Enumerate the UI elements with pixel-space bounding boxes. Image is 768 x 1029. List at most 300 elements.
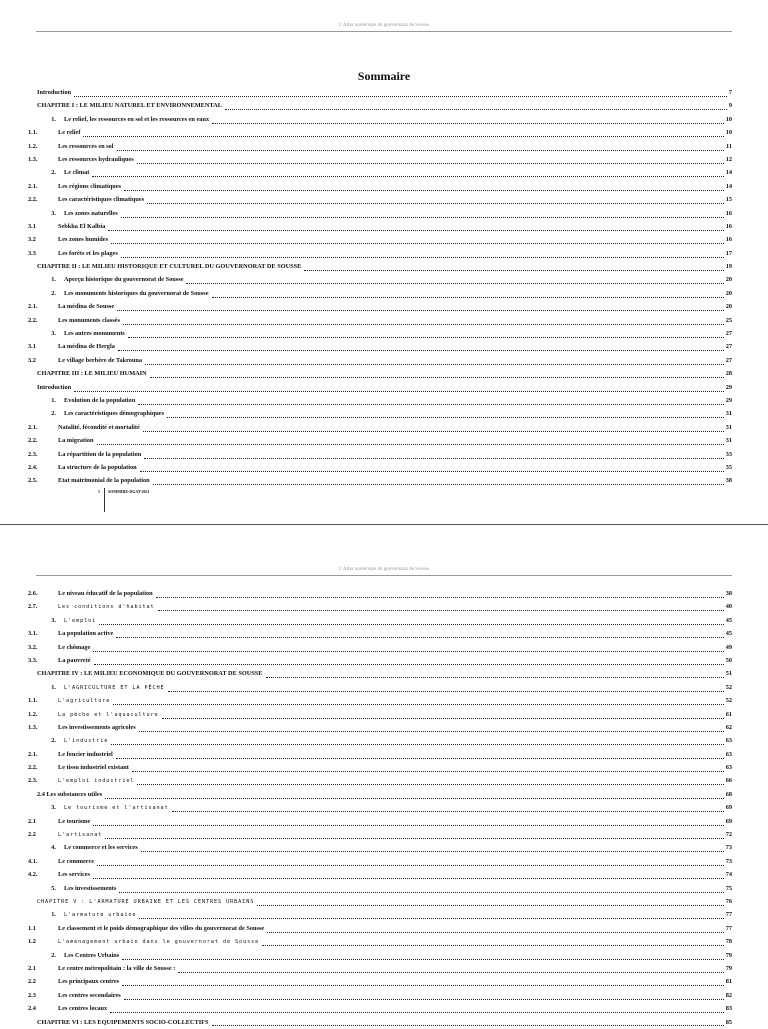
toc-entry-line: [64, 287, 732, 300]
toc-entry-number: 3.2: [28, 356, 36, 364]
toc-entry-page: 11: [726, 142, 732, 150]
toc-entry[interactable]: [0, 166, 768, 179]
toc-entry-line: [64, 841, 732, 854]
toc-entry-page: 45: [725, 616, 732, 624]
toc-entry-line: [37, 381, 732, 394]
toc-entry[interactable]: [0, 180, 768, 193]
toc-entry-page: 10: [725, 115, 732, 123]
toc-entry[interactable]: [0, 126, 768, 139]
toc-entry[interactable]: [0, 86, 768, 99]
toc-entry[interactable]: [0, 287, 768, 300]
toc-entry-number: 2.4: [28, 1005, 36, 1013]
toc-entry[interactable]: [0, 273, 768, 286]
toc-entry-number: 2.2: [28, 831, 36, 839]
toc-entry[interactable]: [0, 1002, 768, 1015]
toc-entry[interactable]: [0, 99, 768, 112]
toc-entry[interactable]: [0, 908, 768, 921]
toc-entry-line: [64, 949, 732, 962]
toc-entry-number: 1.2.: [28, 710, 38, 718]
toc-entry[interactable]: [0, 841, 768, 854]
toc-entry[interactable]: [0, 654, 768, 667]
toc-entry[interactable]: [0, 461, 768, 474]
toc-entry[interactable]: [0, 314, 768, 327]
toc-entry-page: 51: [725, 670, 732, 678]
toc-entry-label: CHAPITRE VI : LES EQUIPEMENTS SOCIO-COLLECTIFS: [37, 1016, 210, 1029]
toc-entry[interactable]: [0, 300, 768, 313]
toc-entry-label: Le classement et le poids démographique des villes du gouvernorat de Sousse: [58, 922, 265, 935]
toc-entry-label: La répartition de la population: [58, 448, 142, 461]
toc-entry-number: 2.2.: [28, 196, 38, 204]
toc-leader-dots: [143, 423, 724, 432]
toc-entry-number: 3.3: [28, 249, 36, 257]
toc-entry[interactable]: [0, 614, 768, 627]
toc-entry[interactable]: [0, 421, 768, 434]
toc-leader-dots: [147, 196, 724, 205]
toc-entry[interactable]: [0, 721, 768, 734]
toc-leader-dots: [212, 115, 724, 124]
toc-entry-number: 2.: [51, 289, 56, 297]
toc-leader-dots: [117, 142, 724, 151]
toc-entry-label: Les monuments classés: [58, 314, 121, 327]
toc-entry[interactable]: [0, 681, 768, 694]
toc-entry-number: 2.3.: [28, 777, 38, 785]
toc-leader-dots: [139, 911, 723, 920]
toc-entry-line: [58, 989, 732, 1002]
toc-entry-number: 2.1.: [28, 303, 38, 311]
toc-entry-label: 2.4 Les substances utiles: [37, 788, 103, 801]
toc-entry-label: Les monuments historiques du gouvernorat de Sousse: [64, 287, 210, 300]
toc-entry-page: 69: [725, 817, 732, 825]
toc-entry-page: 16: [725, 236, 732, 244]
toc-entry[interactable]: [0, 855, 768, 868]
toc-entry[interactable]: [0, 694, 768, 707]
toc-entry[interactable]: [0, 962, 768, 975]
toc-entry[interactable]: [0, 882, 768, 895]
toc-entry-number: 3.1.: [28, 630, 38, 638]
toc-entry-label: Les autres monuments: [64, 327, 126, 340]
table-of-contents: [0, 86, 768, 488]
toc-entry-line: [58, 300, 732, 313]
toc-entry-number: 2.3.: [28, 450, 38, 458]
toc-entry-line: [37, 1016, 732, 1029]
toc-leader-dots: [116, 750, 724, 759]
toc-entry-label: Introduction: [37, 86, 72, 99]
toc-entry-page: 38: [725, 477, 732, 485]
toc-entry-label: Les caractéristiques démographiques: [64, 407, 165, 420]
toc-entry-line: [58, 761, 732, 774]
toc-entry-page: 16: [725, 222, 732, 230]
toc-entry[interactable]: [0, 354, 768, 367]
toc-entry-line: [58, 708, 732, 721]
toc-entry-page: 73: [725, 844, 732, 852]
toc-entry-number: 4.1.: [28, 857, 38, 865]
toc-entry-line: [37, 667, 732, 680]
toc-entry-label: Le relief, les ressources en sol et les ressources en eaux: [64, 113, 210, 126]
toc-entry-page: 27: [725, 356, 732, 364]
toc-entry-line: [58, 641, 732, 654]
toc-entry-label: L'artisanat: [58, 829, 103, 841]
toc-leader-dots: [121, 249, 724, 258]
toc-entry-page: 27: [725, 343, 732, 351]
page-header: L'Atlas numérique du gouvernorat de Sousse: [36, 21, 732, 32]
toc-entry[interactable]: [0, 975, 768, 988]
toc-entry-page: 20: [725, 303, 732, 311]
toc-entry[interactable]: [0, 600, 768, 613]
toc-entry-number: 2.5.: [28, 477, 38, 485]
page-title: Sommaire: [357, 69, 411, 83]
toc-entry[interactable]: [0, 474, 768, 487]
toc-leader-dots: [105, 830, 723, 839]
toc-entry-label: Les centres secondaires: [58, 989, 122, 1002]
toc-entry-page: 33: [725, 450, 732, 458]
toc-entry[interactable]: [0, 748, 768, 761]
toc-entry-label: CHAPITRE V : L'ARMATURE URBAINE ET LES CENTRES URBAINS: [37, 896, 255, 908]
toc-entry-label: Sebkha El Kalbia: [58, 220, 106, 233]
toc-leader-dots: [262, 938, 724, 947]
toc-entry-line: [37, 895, 732, 908]
toc-entry[interactable]: [0, 989, 768, 1002]
document-page-2: [0, 560, 768, 1024]
toc-entry[interactable]: [0, 708, 768, 721]
toc-leader-dots: [92, 169, 723, 178]
toc-entry[interactable]: [0, 922, 768, 935]
toc-entry-line: [64, 207, 732, 220]
toc-entry[interactable]: [0, 935, 768, 948]
toc-entry-label: Aperçu historique du gouvernorat de Sousse: [64, 273, 184, 286]
toc-entry[interactable]: [0, 949, 768, 962]
toc-entry-page: 63: [725, 737, 732, 745]
toc-entry-label: Le tourisme et l'artisanat: [64, 802, 170, 814]
toc-entry-number: 3.: [51, 804, 56, 812]
toc-entry-page: 69: [725, 804, 732, 812]
toc-leader-dots: [122, 978, 724, 987]
toc-entry-page: 9: [728, 102, 732, 110]
toc-entry-page: 29: [725, 383, 732, 391]
toc-entry-label: Le commerce et les services: [64, 841, 139, 854]
toc-entry-line: [58, 180, 732, 193]
toc-entry-page: 81: [725, 978, 732, 986]
toc-entry[interactable]: [0, 761, 768, 774]
toc-leader-dots: [178, 964, 723, 973]
toc-leader-dots: [122, 951, 724, 960]
toc-leader-dots: [145, 356, 724, 365]
toc-entry-number: 2.6.: [28, 590, 38, 597]
toc-entry[interactable]: [0, 260, 768, 273]
toc-entry-label: La structure de la population: [58, 461, 138, 474]
toc-entry-label: L'AGRICULTURE ET LA PÊCHE: [64, 682, 166, 694]
toc-entry-line: [58, 627, 732, 640]
toc-entry-label: La médina de Sousse: [58, 300, 115, 313]
toc-entry-label: Le foncier industriel: [58, 748, 114, 761]
toc-entry-line: [58, 474, 732, 487]
toc-entry-page: 12: [725, 155, 732, 163]
toc-leader-dots: [83, 129, 723, 138]
toc-entry-page: 14: [725, 169, 732, 177]
toc-entry-number: 1.2: [28, 938, 36, 946]
toc-entry-page: 85: [725, 1018, 732, 1026]
toc-entry-number: 1.3.: [28, 155, 38, 163]
toc-entry-number: 5.: [51, 884, 56, 892]
toc-leader-dots: [141, 844, 724, 853]
toc-leader-dots: [117, 303, 724, 312]
toc-entry-label: Natalité, fécondité et mortalité: [58, 421, 141, 434]
page-gap: [0, 525, 768, 560]
toc-entry-line: [58, 1002, 732, 1015]
toc-entry-label: L'agriculture: [58, 695, 111, 707]
toc-entry-number: 3.: [51, 616, 56, 624]
toc-entry[interactable]: [0, 407, 768, 420]
toc-entry-line: [58, 922, 732, 935]
toc-leader-dots: [111, 236, 724, 245]
toc-entry[interactable]: [0, 327, 768, 340]
toc-entry[interactable]: [0, 815, 768, 828]
toc-entry-line: [64, 407, 732, 420]
toc-entry-line: [64, 681, 732, 694]
toc-entry-number: 2.: [51, 410, 56, 418]
toc-entry-line: [58, 461, 732, 474]
toc-entry-line: [58, 448, 732, 461]
toc-entry-line: [58, 774, 732, 787]
toc-entry-number: 2.2.: [28, 764, 38, 772]
toc-entry-line: [58, 421, 732, 434]
toc-entry-number: 1.1.: [28, 697, 38, 705]
toc-leader-dots: [304, 262, 723, 271]
toc-entry-page: 17: [725, 249, 732, 257]
toc-entry[interactable]: [0, 434, 768, 447]
toc-entry-line: [58, 153, 732, 166]
toc-entry-number: 2.4.: [28, 463, 38, 471]
toc-entry[interactable]: [0, 801, 768, 814]
toc-entry[interactable]: [0, 153, 768, 166]
toc-leader-dots: [158, 603, 724, 612]
toc-entry-number: 2.7.: [28, 603, 38, 611]
toc-entry-number: 1.1.: [28, 129, 38, 137]
toc-entry-label: Les régions climatiques: [58, 180, 122, 193]
toc-entry-page: 52: [725, 697, 732, 705]
toc-entry-label: Introduction: [37, 381, 72, 394]
toc-leader-dots: [212, 1018, 724, 1027]
toc-entry[interactable]: [0, 828, 768, 841]
toc-entry-label: Les caractéristiques climatiques: [58, 193, 145, 206]
toc-entry-page: 38: [725, 590, 732, 597]
toc-entry[interactable]: [0, 367, 768, 380]
toc-entry-number: 2.3: [28, 991, 36, 999]
toc-entry-page: 35: [725, 463, 732, 471]
toc-leader-dots: [93, 817, 723, 826]
toc-entry[interactable]: [0, 140, 768, 153]
toc-entry-label: Les ressources en sol: [58, 140, 115, 153]
toc-entry-page: 29: [725, 396, 732, 404]
toc-entry-line: [58, 828, 732, 841]
toc-entry-number: 3.: [51, 209, 56, 217]
toc-entry-number: 2.2.: [28, 316, 38, 324]
toc-entry[interactable]: [0, 220, 768, 233]
toc-entry[interactable]: [0, 113, 768, 126]
toc-entry[interactable]: [0, 734, 768, 747]
toc-leader-dots: [74, 383, 724, 392]
toc-entry-page: 31: [725, 410, 732, 418]
toc-entry-page: 49: [725, 643, 732, 651]
toc-entry-page: 15: [725, 196, 732, 204]
toc-leader-dots: [118, 343, 724, 352]
toc-entry-page: 76: [725, 897, 732, 905]
toc-entry-label: Les investissements: [64, 882, 117, 895]
toc-leader-dots: [97, 857, 724, 866]
toc-entry-line: [58, 193, 732, 206]
toc-entry-line: [64, 614, 732, 627]
toc-entry-line: [37, 260, 732, 273]
toc-entry-number: 2.: [51, 169, 56, 177]
toc-entry[interactable]: [0, 774, 768, 787]
toc-entry-number: 2.1: [28, 964, 36, 972]
toc-entry-line: [58, 233, 732, 246]
toc-entry-page: 31: [725, 437, 732, 445]
toc-entry-page: 10: [725, 129, 732, 137]
toc-entry-page: 78: [725, 938, 732, 946]
toc-entry-label: Evolution de la population: [64, 394, 136, 407]
toc-entry-label: Le chômage: [58, 641, 91, 654]
toc-entry-page: 72: [725, 831, 732, 839]
toc-entry-number: 3.1: [28, 222, 36, 230]
toc-entry[interactable]: [0, 667, 768, 680]
toc-entry-line: [64, 908, 732, 921]
toc-leader-dots: [186, 276, 723, 285]
toc-entry-page: 77: [725, 911, 732, 919]
toc-entry-page: 28: [725, 370, 732, 378]
toc-entry-page: 83: [725, 1005, 732, 1013]
toc-leader-dots: [116, 630, 723, 639]
toc-leader-dots: [124, 182, 724, 191]
toc-entry-label: Etat matrimonial de la population: [58, 474, 151, 487]
toc-entry[interactable]: [0, 233, 768, 246]
toc-entry-number: 2.1.: [28, 750, 38, 758]
toc-entry[interactable]: [0, 627, 768, 640]
toc-entry[interactable]: [0, 868, 768, 881]
toc-entry-number: 3.1: [28, 343, 36, 351]
toc-entry-label: Le climat: [64, 166, 90, 179]
toc-entry-line: [58, 962, 732, 975]
toc-entry-number: 2.: [51, 737, 56, 745]
toc-entry[interactable]: [0, 247, 768, 260]
toc-entry-line: [64, 166, 732, 179]
toc-entry-page: 75: [725, 884, 732, 892]
toc-entry-label: Le tissu industriel existant: [58, 761, 130, 774]
toc-entry-line: [58, 600, 732, 613]
toc-entry-line: [64, 882, 732, 895]
toc-entry-label: Les zones humides: [58, 233, 109, 246]
toc-entry-page: 73: [725, 857, 732, 865]
toc-leader-dots: [110, 1005, 724, 1014]
toc-entry-line: [64, 394, 732, 407]
toc-leader-dots: [113, 697, 723, 706]
toc-leader-dots: [150, 370, 724, 379]
toc-leader-dots: [138, 396, 723, 405]
toc-entry-label: Les services: [58, 868, 91, 881]
toc-leader-dots: [128, 329, 724, 338]
toc-leader-dots: [132, 763, 724, 772]
toc-entry-page: 74: [725, 871, 732, 879]
toc-entry[interactable]: [0, 394, 768, 407]
toc-entry-label: Le niveau éducatif de la population: [58, 587, 154, 600]
toc-entry[interactable]: [0, 193, 768, 206]
toc-entry-label: CHAPITRE I : LE MILIEU NATUREL ET ENVIRONNEMENTAL: [37, 99, 223, 112]
toc-entry-label: CHAPITRE IV : LE MILIEU ECONOMIQUE DU GOUVERNORAT DE SOUSSE: [37, 667, 264, 680]
toc-entry-label: L'emploi: [64, 615, 97, 627]
toc-entry-page: 31: [725, 423, 732, 431]
toc-entry[interactable]: [0, 207, 768, 220]
toc-entry-number: 3.: [51, 330, 56, 338]
toc-entry-line: [37, 367, 732, 380]
toc-entry-label: Le relief: [58, 126, 81, 139]
toc-entry[interactable]: [0, 381, 768, 394]
toc-entry-line: [58, 247, 732, 260]
toc-leader-dots: [167, 410, 724, 419]
toc-leader-dots: [123, 316, 724, 325]
toc-leader-dots: [137, 777, 723, 786]
toc-entry-label: Les investissements agricoles: [58, 721, 137, 734]
toc-entry[interactable]: [0, 641, 768, 654]
toc-entry[interactable]: [0, 340, 768, 353]
toc-entry-line: [64, 801, 732, 814]
toc-entry-page: 40: [725, 603, 732, 611]
toc-entry[interactable]: [0, 1016, 768, 1029]
toc-leader-dots: [111, 737, 723, 746]
toc-entry-label: CHAPITRE II : LE MILIEU HISTORIQUE ET CULTUREL DU GOUVERNORAT DE SOUSSE: [37, 260, 302, 273]
footer-divider: [104, 488, 105, 512]
toc-entry[interactable]: [0, 895, 768, 908]
toc-leader-dots: [266, 670, 724, 679]
toc-entry-line: [58, 220, 732, 233]
toc-entry-label: L'armature urbaine: [64, 909, 137, 921]
toc-leader-dots: [144, 450, 723, 459]
toc-leader-dots: [121, 209, 724, 218]
toc-entry-line: [58, 694, 732, 707]
toc-entry-line: [58, 975, 732, 988]
toc-entry-line: [58, 748, 732, 761]
toc-entry[interactable]: [0, 587, 768, 600]
toc-entry-label: L'aménagement urbain dans le gouvernorat de Sousse: [58, 936, 260, 948]
toc-leader-dots: [257, 897, 723, 906]
toc-entry-number: 1.: [51, 911, 56, 919]
toc-entry-number: 1.1: [28, 924, 36, 932]
toc-entry-line: [37, 86, 732, 99]
toc-leader-dots: [162, 710, 724, 719]
toc-entry-number: 1.2.: [28, 142, 38, 150]
toc-entry-label: La pauvreté: [58, 654, 92, 667]
toc-entry-line: [58, 587, 732, 600]
table-of-contents: [0, 587, 768, 1029]
toc-entry-page: 27: [725, 330, 732, 338]
toc-entry-label: Les centres locaux: [58, 1002, 108, 1015]
toc-entry-page: 63: [725, 764, 732, 772]
toc-entry[interactable]: [0, 788, 768, 801]
toc-entry-page: 14: [725, 182, 732, 190]
toc-entry-line: [37, 99, 732, 112]
toc-entry-number: 2.1: [28, 817, 36, 825]
toc-leader-dots: [124, 991, 724, 1000]
toc-entry-page: 62: [725, 723, 732, 731]
toc-entry-label: La médina de Hergla: [58, 340, 116, 353]
toc-leader-dots: [212, 289, 724, 298]
toc-entry[interactable]: [0, 448, 768, 461]
toc-entry-page: 79: [725, 951, 732, 959]
toc-leader-dots: [99, 616, 724, 625]
toc-leader-dots: [119, 884, 723, 893]
toc-entry-page: 16: [725, 209, 732, 217]
toc-entry-label: Le centre métropolitain : la ville de Sousse :: [58, 962, 176, 975]
toc-entry-line: [58, 126, 732, 139]
toc-entry-line: [64, 273, 732, 286]
